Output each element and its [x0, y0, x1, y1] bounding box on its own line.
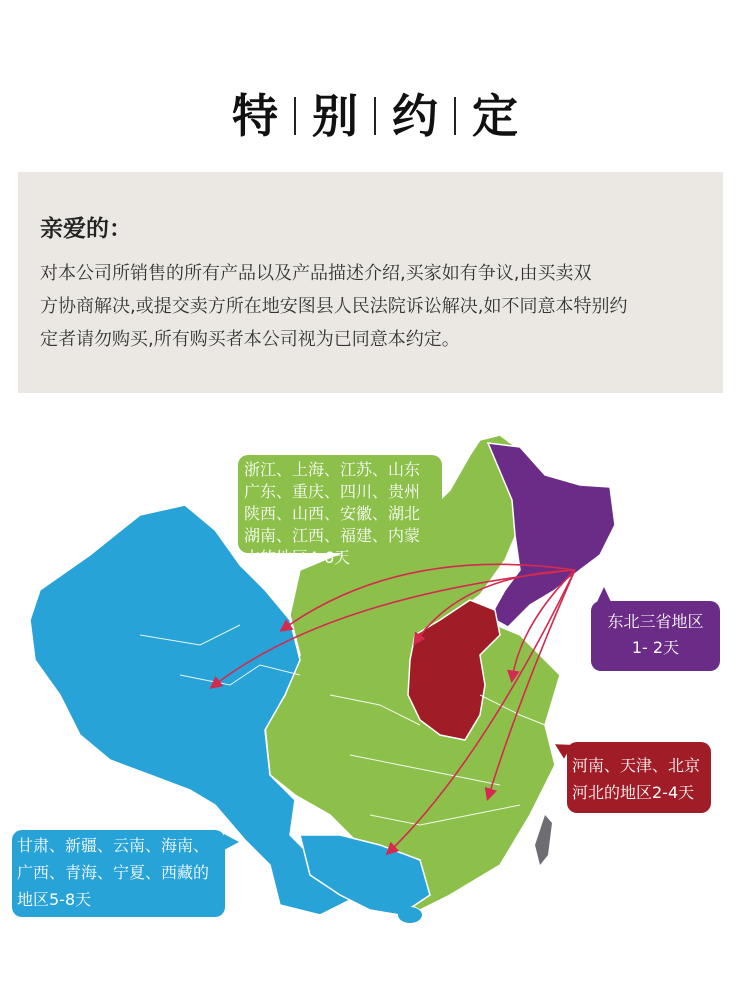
red-region-callout	[567, 742, 711, 813]
callout-line: 甘肃、新疆、云南、海南、	[17, 836, 210, 855]
notice-line: 对本公司所销售的所有产品以及产品描述介绍,买家如有争议,由买卖双	[40, 263, 592, 284]
callout-line: 广西、青海、宁夏、西藏的	[17, 863, 210, 882]
callout-line: 地区5-8天	[17, 890, 92, 909]
blue-region-callout	[12, 830, 225, 917]
title-char: 约	[392, 89, 438, 143]
notice-greeting: 亲爱的：	[40, 216, 132, 242]
notice-body	[40, 257, 710, 356]
green-region-callout	[238, 455, 442, 567]
notice-line: 定者请勿购买,所有购买者本公司视为已同意本约定。	[40, 329, 460, 350]
callout-line: 浙江、上海、江苏、山东	[244, 460, 421, 479]
notice-panel	[18, 172, 723, 393]
title-char: 特	[232, 89, 278, 143]
callout-line: 河北的地区2-4天	[572, 783, 695, 802]
callout-line: 1- 2天	[631, 638, 680, 657]
title-char: 别	[312, 89, 358, 143]
callout-line: 广东、重庆、四川、贵州	[244, 482, 421, 501]
purple-region-callout	[591, 601, 720, 671]
notice-line: 方协商解决,或提交卖方所在地安图县人民法院诉讼解决,如不同意本特别约	[40, 296, 628, 317]
taiwan-shape	[535, 815, 552, 865]
callout-line: 东北三省地区	[607, 612, 704, 631]
page-title	[0, 86, 750, 146]
hainan-shape	[398, 907, 422, 923]
callout-line: 河南、天津、北京	[572, 756, 701, 775]
callout-line: 湖南、江西、福建、内蒙	[244, 526, 421, 545]
callout-line: 陕西、山西、安徽、湖北	[244, 504, 421, 523]
callout-line: 古的地区4-6天	[244, 548, 351, 567]
title-char: 定	[472, 89, 518, 143]
